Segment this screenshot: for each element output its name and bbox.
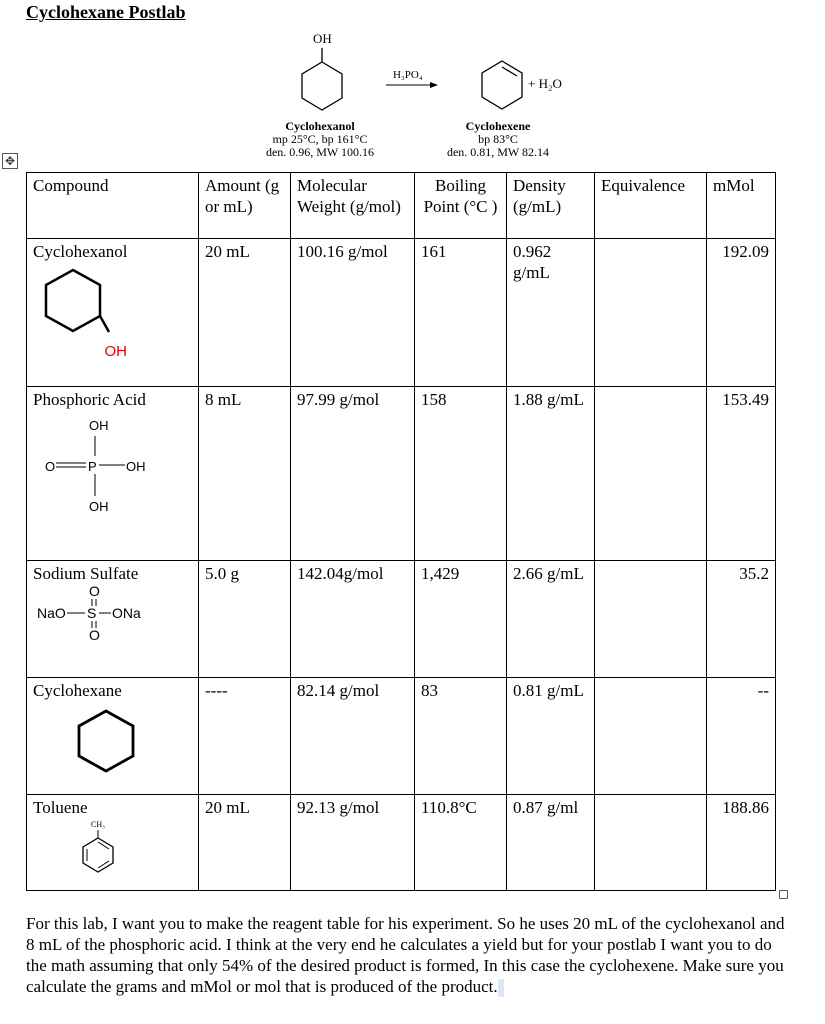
- header-compound: Compound: [27, 173, 199, 239]
- struct-bottom-label: OH: [89, 499, 109, 514]
- cell-equivalence[interactable]: [595, 387, 707, 561]
- product-info: [422, 120, 574, 159]
- toluene-structure: [33, 818, 183, 878]
- reactant-line1: mp 25°C, bp 161°C: [272, 132, 368, 146]
- reactant-info: [240, 120, 400, 159]
- instructions-paragraph[interactable]: [26, 913, 786, 997]
- cell-equivalence[interactable]: [595, 678, 707, 795]
- cell-bp: 161: [415, 239, 507, 387]
- cell-density: 0.87 g/ml: [507, 795, 595, 891]
- catalyst-label: H₃PO₄: [393, 69, 423, 81]
- cell-equivalence[interactable]: [595, 561, 707, 678]
- struct-top-label: OH: [89, 418, 109, 433]
- cell-mw: 82.14 g/mol: [291, 678, 415, 795]
- instructions-text: For this lab, I want you to make the reagent table for his experiment. So he uses 20 mL of the cyclohexanol and 8 mL of the phosphoric acid. I think at the very end he calculates a yield but for your postlab I want you to do the math assuming that only 54% of the desired product is formed, In this case the cyclohexene. Make sure you calculate the grams and mMol or mol that is produced of the product.: [26, 914, 785, 996]
- table-row: [27, 795, 776, 891]
- reactant-oh-label: OH: [313, 31, 332, 46]
- cell-compound: [27, 561, 199, 678]
- struct-center-label: S: [87, 605, 97, 621]
- cell-mw: 92.13 g/mol: [291, 795, 415, 891]
- struct-left-label: O: [45, 459, 56, 474]
- header-bp: Boiling Point (°C ): [415, 173, 507, 239]
- cell-mmol: 188.86: [707, 795, 776, 891]
- header-density: Density (g/mL): [507, 173, 595, 239]
- cell-bp: 83: [415, 678, 507, 795]
- table-row: [27, 678, 776, 795]
- cell-amount: ----: [199, 678, 291, 795]
- product-line2: den. 0.81, MW 82.14: [446, 145, 550, 159]
- struct-bottom-label: O: [89, 627, 100, 643]
- reaction-arrow-icon: [386, 80, 438, 90]
- struct-top-label: O: [89, 584, 100, 599]
- reaction-scheme: [240, 28, 600, 168]
- cell-density: 0.962 g/mL: [507, 239, 595, 387]
- header-equivalence: Equivalence: [595, 173, 707, 239]
- compound-name: Toluene: [33, 798, 88, 817]
- cell-equivalence[interactable]: [595, 239, 707, 387]
- cell-mw: 97.99 g/mol: [291, 387, 415, 561]
- header-amount: Amount (g or mL): [199, 173, 291, 239]
- cell-mmol: 192.09: [707, 239, 776, 387]
- product-line1: bp 83°C: [478, 132, 518, 146]
- reactant-line2: den. 0.96, MW 100.16: [265, 145, 375, 159]
- table-row: [27, 239, 776, 387]
- table-header-row: [27, 173, 776, 239]
- toluene-ch3-label: CH₃: [91, 820, 105, 829]
- header-mw: Molecular Weight (g/mol): [291, 173, 415, 239]
- table-row: [27, 561, 776, 678]
- text-cursor: [498, 979, 504, 997]
- cyclohexene-structure: [472, 58, 532, 114]
- cell-density: 0.81 g/mL: [507, 678, 595, 795]
- product-name: Cyclohexene: [465, 119, 531, 133]
- cyclohexanol-oh-label: OH: [104, 342, 127, 360]
- cell-bp: 110.8°C: [415, 795, 507, 891]
- cell-equivalence[interactable]: [595, 795, 707, 891]
- cell-bp: 158: [415, 387, 507, 561]
- cell-bp: 1,429: [415, 561, 507, 678]
- cell-density: 2.66 g/mL: [507, 561, 595, 678]
- cell-mmol: 35.2: [707, 561, 776, 678]
- cell-compound: [27, 795, 199, 891]
- cyclohexanol-table-structure: [33, 266, 163, 366]
- cell-mw: 142.04g/mol: [291, 561, 415, 678]
- compound-name: Cyclohexanol: [33, 242, 128, 261]
- byproduct-label: + H₂O: [528, 76, 562, 91]
- cell-amount: 20 mL: [199, 239, 291, 387]
- cell-mw: 100.16 g/mol: [291, 239, 415, 387]
- struct-left-label: NaO: [37, 605, 66, 621]
- cell-density: 1.88 g/mL: [507, 387, 595, 561]
- compound-name: Phosphoric Acid: [33, 390, 146, 409]
- cell-compound: [27, 239, 199, 387]
- struct-right-label: ONa: [112, 605, 141, 621]
- cell-amount: 20 mL: [199, 795, 291, 891]
- cell-compound: [27, 387, 199, 561]
- cyclohexanol-structure: [292, 48, 352, 118]
- cyclohexane-structure: [33, 705, 183, 775]
- reactant-name: Cyclohexanol: [285, 119, 355, 133]
- phosphoric-acid-structure: [33, 414, 183, 524]
- compound-name: Sodium Sulfate: [33, 564, 139, 583]
- struct-center-label: P: [88, 459, 97, 474]
- reagent-table: [26, 172, 776, 891]
- resize-handle-icon[interactable]: [779, 890, 788, 899]
- cell-compound: [27, 678, 199, 795]
- table-row: [27, 387, 776, 561]
- cell-mmol: 153.49: [707, 387, 776, 561]
- compound-name: Cyclohexane: [33, 681, 122, 700]
- header-mmol: mMol: [707, 173, 776, 239]
- cell-amount: 5.0 g: [199, 561, 291, 678]
- cell-mmol: --: [707, 678, 776, 795]
- move-handle-icon[interactable]: ✥: [2, 153, 18, 169]
- struct-right-label: OH: [126, 459, 146, 474]
- sodium-sulfate-structure: [33, 584, 183, 644]
- cell-amount: 8 mL: [199, 387, 291, 561]
- page-title: Cyclohexane Postlab: [26, 2, 186, 22]
